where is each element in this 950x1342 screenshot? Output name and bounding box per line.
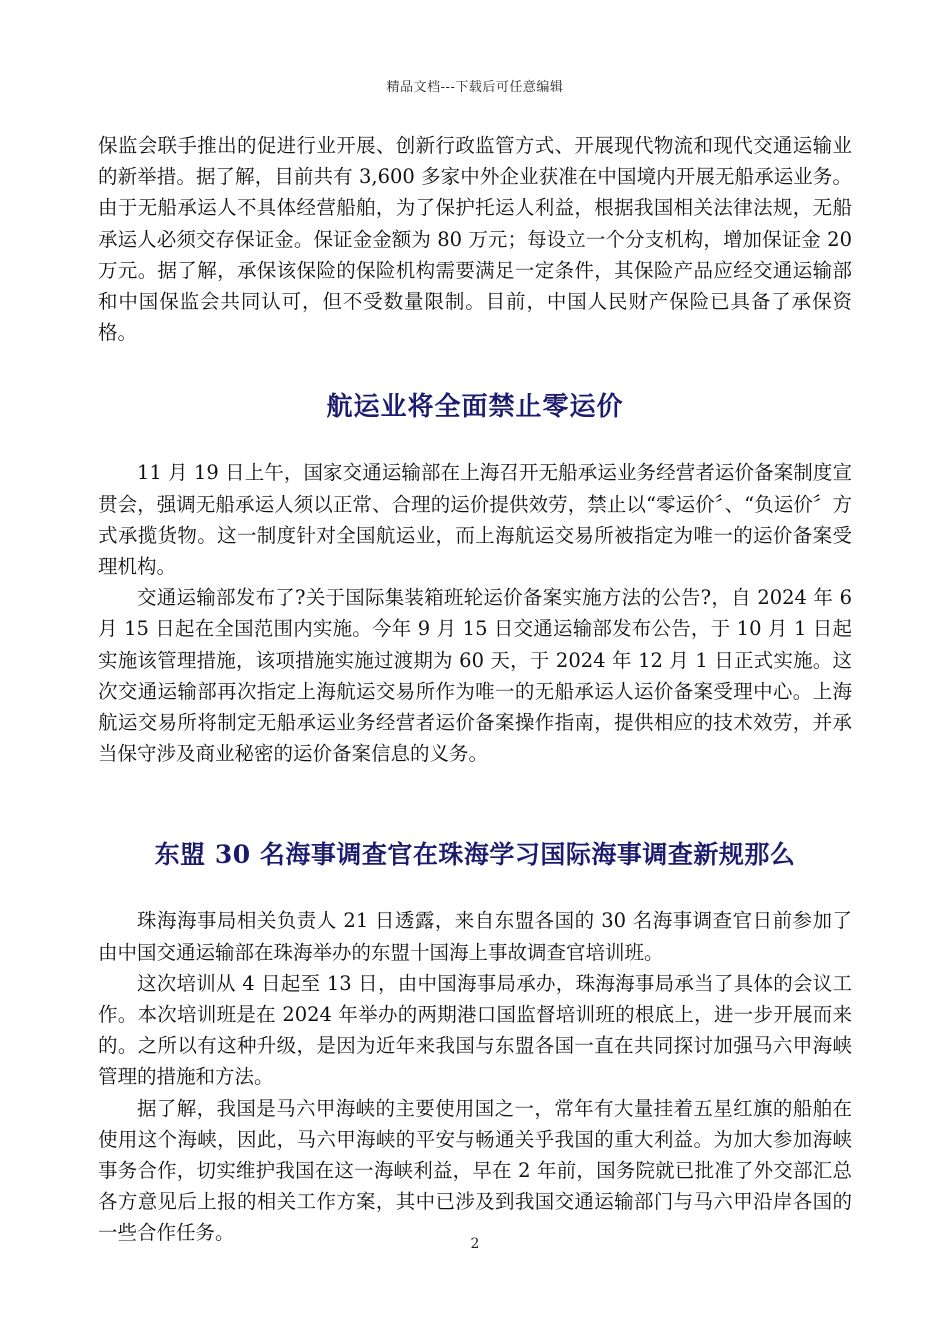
document-body bbox=[98, 130, 852, 1249]
section2-paragraph-2: 这次培训从 4 日起至 13 日，由中国海事局承办，珠海海事局承当了具体的会议工作。本次培训班是在 2024 年举办的两期港口国监督培训班的根底上，进一步开展而来的。之所以有这种升级，是因为近年来我国与东盟各国一直在共同探讨加强马六甲海峡管理的措施和方法。 bbox=[98, 971, 852, 1089]
section2-paragraph-1: 珠海海事局相关负责人 21 日透露，来自东盟各国的 30 名海事调查官日前参加了由中国交通运输部在珠海举办的东盟十国海上事故调查官培训班。 bbox=[98, 909, 852, 964]
intro-paragraph: 保监会联手推出的促进行业开展、创新行政监管方式、开展现代物流和现代交通运输业的新举措。据了解，目前共有 3,600 多家中外企业获准在中国境内开展无船承运业务。由于无船承运人不具体经营船舶，为了保护托运人利益，根据我国相关法律法规，无船承运人必须交存保证金。保证金金额为 80 万元；每设立一个分支机构，增加保证金 20 万元。据了解，承保该保险的保险机构需要满足一定条件，其保险产品应经交通运输部和中国保监会共同认可，但不受数量限制。目前，中国人民财产保险已具备了承保资格。 bbox=[98, 134, 852, 345]
section2-paragraph-3: 据了解，我国是马六甲海峡的主要使用国之一，常年有大量挂着五星红旗的船舶在使用这个海峡，因此，马六甲海峡的平安与畅通关乎我国的重大利益。为加大参加海峡事务合作，切实维护我国在这一海峡利益，早在 2 年前，国务院就已批准了外交部汇总各方意见后上报的相关工作方案，其中已涉及到我国交通运输部门与马六甲沿岸各国的一些合作任务。 bbox=[98, 1096, 852, 1245]
section-title-shipping-zero-freight: 航运业将全面禁止零运价 bbox=[326, 392, 624, 423]
section1-paragraph-1: 11 月 19 日上午，国家交通运输部在上海召开无船承运业务经营者运价备案制度宣贯会，强调无船承运人须以正常、合理的运价提供效劳，禁止以“零运价〞、“负运价〞方式承揽货物。这一制度针对全国航运业，而上海航运交易所被指定为唯一的运价备案受理机构。 bbox=[98, 461, 852, 579]
section-title-asean-maritime-investigators: 东盟 30 名海事调查官在珠海学习国际海事调查新规那么 bbox=[154, 840, 796, 870]
section1-paragraph-2: 交通运输部发布了?关于国际集装箱班轮运价备案实施方法的公告?，自 2024 年 6 月 15 日起在全国范围内实施。今年 9 月 15 日交通运输部发布公告，于 10 月 1 日起实施该管理措施，该项措施实施过渡期为 60 天，于 2024 年 12 月 1 日正式实施。这次交通运输部再次指定上海航运交易所作为唯一的无船承运人运价备案受理中心。上海航运交易所将制定无船承运业务经营者运价备案操作指南，提供相应的技术效劳，并承当保守涉及商业秘密的运价备案信息的义务。 bbox=[98, 586, 852, 766]
page-header: 精品文档---下载后可任意编辑 bbox=[386, 80, 564, 95]
page-number: 2 bbox=[470, 1236, 480, 1252]
